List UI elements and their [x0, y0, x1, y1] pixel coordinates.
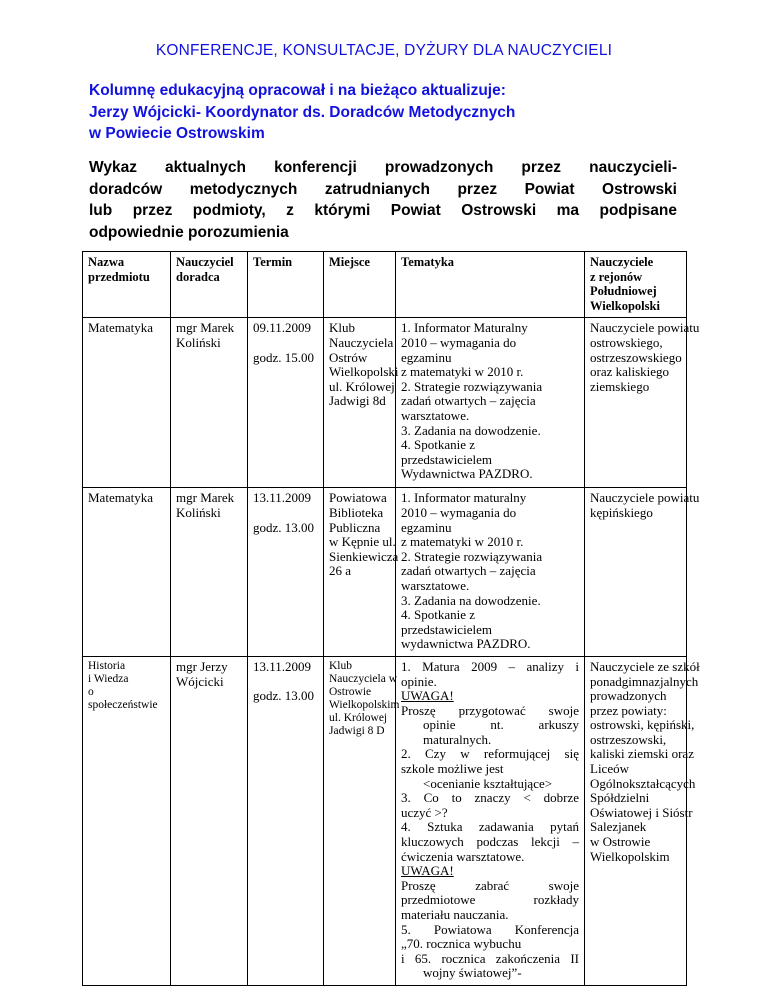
header-miejsce: Miejsce [324, 252, 396, 318]
heading-line: lub przez podmioty, z którymi Powiat Ostrowski ma podpisane [89, 202, 677, 219]
cell-termin: 09.11.2009 godz. 15.00 [248, 318, 324, 488]
header-termin: Termin [248, 252, 324, 318]
page-header: KONFERENCJE, KONSULTACJE, DYŻURY DLA NAUCZYCIELI [155, 42, 613, 59]
table-row [83, 656, 687, 985]
cell-doradca: mgr Marek Koliński [171, 488, 248, 657]
cell-tematyka: 1. Informator maturalny 2010 – wymagania do egzaminu z matematyki w 2010 r. 2. Strategie rozwiązywania zadań otwartych – zajęcia warsztatowe. 3. Zadania na dowodzenie. 4. Spotkanie z przedstawicielem wydawnictwa PAZDRO. [396, 488, 585, 657]
intro-line: Jerzy Wójcicki- Koordynator ds. Doradców Metodycznych [89, 103, 516, 121]
cell-tematyka: 1. Matura 2009 – analizy i opinie. UWAGA! Proszę przygotować swoje opinie nt. arkuszy maturalnych. 2. Czy w reformującej się szkole możliwe jest <ocenianie kształtujące> 3. Co to znaczy < dobrze uczyć >? 4. Sztuka zadawania pytań kluczowych podczas lekcji – ćwiczenia warsztatowe. UWAGA! Proszę zabrać swoje przedmiotowe rozkłady materiału nauczania. 5. Powiatowa Konferencja „70. rocznica wybuchu i 65. rocznica zakończenia II wojny światowej”- [396, 656, 585, 985]
cell-nauczyciele: Nauczyciele powiatu ostrowskiego, ostrzeszowskiego oraz kaliskiego ziemskiego [585, 318, 687, 488]
cell-termin: 13.11.2009 godz. 13.00 [248, 488, 324, 657]
cell-przedmiot: Matematyka [83, 318, 171, 488]
cell-miejsce: Powiatowa Biblioteka Publiczna w Kępnie ul. Sienkiewicza 26 a [324, 488, 396, 657]
header-przedmiot: Nazwa przedmiotu [83, 252, 171, 318]
intro-line: w Powiecie Ostrowskim [89, 125, 265, 142]
section-heading [89, 157, 677, 243]
table-header-row [83, 252, 687, 318]
cell-termin: 13.11.2009 godz. 13.00 [248, 656, 324, 985]
header-doradca: Nauczyciel doradca [171, 252, 248, 318]
header-nauczyciele: Nauczyciele z rejonów Południowej Wielkopolski [585, 252, 687, 318]
cell-nauczyciele: Nauczyciele ze szkół ponadgimnazjalnych prowadzonych przez powiaty: ostrowski, kępiński, ostrzeszowski, kaliski ziemski oraz Liceów Ogólnokształcących Spółdzielni Oświatowej i Sióstr Salezjanek w Ostrowie Wielkopolskim [585, 656, 687, 985]
cell-doradca: mgr Marek Koliński [171, 318, 248, 488]
cell-nauczyciele: Nauczyciele powiatu kępińskiego [585, 488, 687, 657]
intro-block [89, 80, 689, 145]
intro-line: Kolumnę edukacyjną opracował i na bieżąco aktualizuje: [89, 82, 506, 99]
table-row [83, 488, 687, 657]
heading-line: odpowiednie porozumienia [89, 223, 289, 241]
cell-przedmiot: Historia i Wiedza o społeczeństwie [83, 656, 171, 985]
heading-line: doradców metodycznych zatrudnianych przez Powiat Ostrowski [89, 180, 677, 198]
header-tematyka: Tematyka [396, 252, 585, 318]
cell-tematyka: 1. Informator Maturalny 2010 – wymagania do egzaminu z matematyki w 2010 r. 2. Strategie rozwiązywania zadań otwartych – zajęcia warsztatowe. 3. Zadania na dowodzenie. 4. Spotkanie z przedstawicielem Wydawnictwa PAZDRO. [396, 318, 585, 488]
cell-miejsce: Klub Nauczyciela w Ostrowie Wielkopolskim ul. Królowej Jadwigi 8 D [324, 656, 396, 985]
conference-table [82, 251, 700, 986]
table-row [83, 318, 687, 488]
cell-doradca: mgr Jerzy Wójcicki [171, 656, 248, 985]
cell-miejsce: Klub Nauczyciela Ostrów Wielkopolski ul. Królowej Jadwigi 8d [324, 318, 396, 488]
heading-line: Wykaz aktualnych konferencji prowadzonych przez nauczycieli- [89, 159, 677, 176]
cell-przedmiot: Matematyka [83, 488, 171, 657]
